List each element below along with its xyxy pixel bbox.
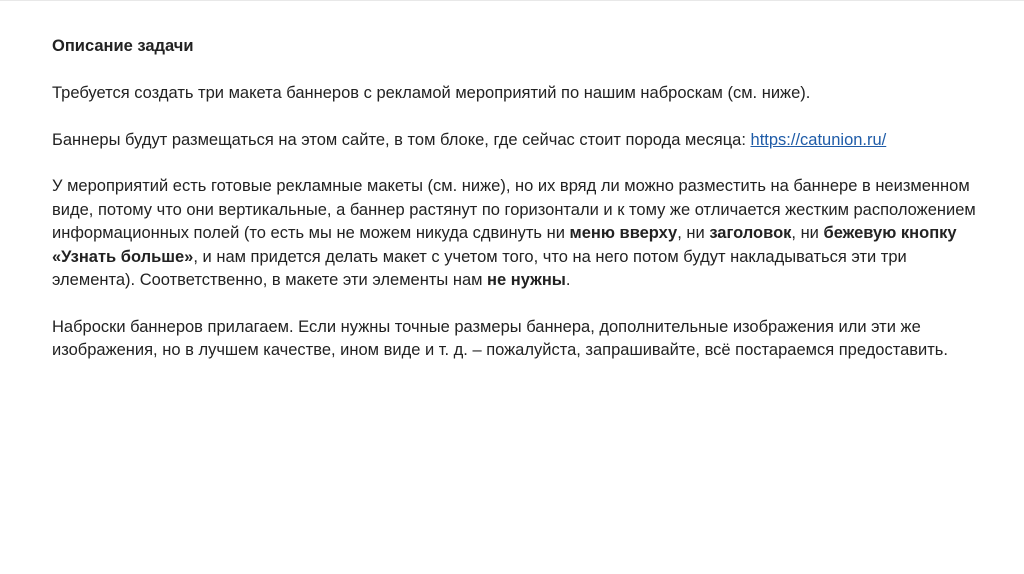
emphasis-top-menu: меню вверху (569, 224, 678, 243)
emphasis-heading: заголовок (709, 224, 792, 243)
paragraph-requirement: Требуется создать три макета баннеров с рекламой мероприятий по нашим наброскам (см. ниже). (52, 83, 811, 102)
section-heading: Описание задачи (52, 37, 194, 55)
constraints-text-2: , ни (677, 224, 710, 243)
paragraph-sketches: Наброски баннеров прилагаем. Если нужны точные размеры баннера, дополнительные изображения или эти же изображения, но в лучшем качестве, ином виде и т. д. – пожалуйста, запрашивайте, всё постараемся предоставить. (52, 317, 948, 360)
emphasis-not-needed: не нужны (487, 271, 566, 290)
site-link[interactable]: https://catunion.ru/ (750, 130, 887, 149)
constraints-text-5: . (565, 271, 571, 290)
constraints-text-4: , и нам придется делать макет с учетом того, что на него потом будут накладываться эти три элемента). Соответственно, в макете эти элементы нам (52, 247, 907, 290)
constraints-text-3: , ни (791, 224, 824, 243)
paragraph-constraints (52, 175, 992, 292)
emphasis-beige-button: бежевую кнопку «Узнать больше» (52, 224, 957, 266)
placement-text: Баннеры будут размещаться на этом сайте, в том блоке, где сейчас стоит порода месяца: (52, 130, 751, 149)
task-description (52, 35, 992, 386)
constraints-text-1: У мероприятий есть готовые рекламные макеты (см. ниже), но их вряд ли можно разместить на баннере в неизменном виде, потому что они вертикальные, а баннер растянут по горизонтали и к тому же отличается жестким расположением информационных полей (то есть мы не можем никуда сдвинуть ни (52, 177, 976, 243)
paragraph-placement (52, 129, 992, 152)
